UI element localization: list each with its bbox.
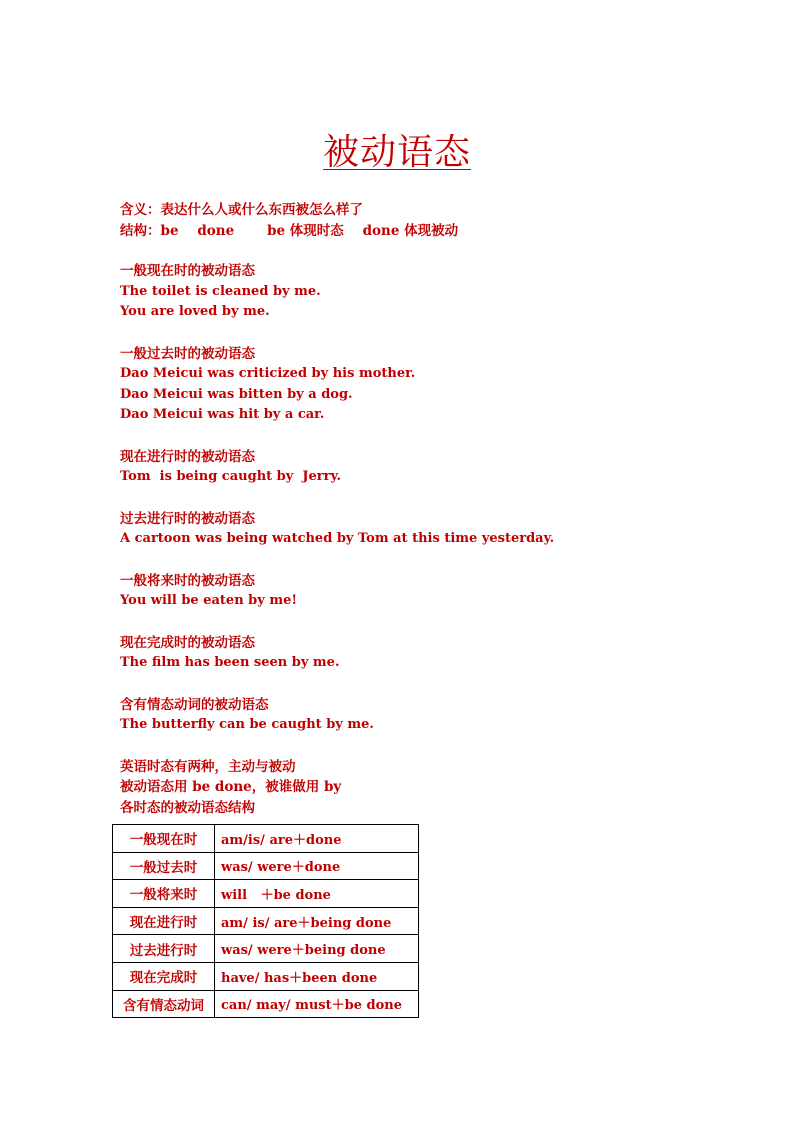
example-sentence: Dao Meicui was hit by a car. [120,407,325,422]
table-row [113,935,419,963]
section-heading: 一般将来时的被动语态 [120,572,255,589]
spacer [120,241,740,261]
example-sentence: The toilet is cleaned by me. [120,283,321,299]
tense-name-cell: 一般将来时 [113,880,215,908]
tense-form-cell: will ＋be done [215,880,419,908]
spacer [120,612,740,633]
tense-form-cell: have/ has＋been done [215,962,419,990]
meaning-line: 含义：表达什么人或什么东西被怎么样了 [120,202,363,218]
example-sentence: Dao Meicui was criticized by his mother. [120,366,416,381]
tense-name-cell: 含有情态动词 [113,990,215,1018]
example-sentence: A cartoon was being watched by Tom at this time yesterday. [120,531,555,546]
spacer [120,674,740,695]
example-sentence: Tom is being caught by Jerry. [120,469,342,484]
tense-form-cell: am/is/ are＋done [215,825,419,853]
tense-name-cell: 现在完成时 [113,962,215,990]
example-sentence: You are loved by me. [120,304,270,319]
spacer [120,736,740,757]
summary-line: 被动语态用 be done，被谁做用 by [120,779,342,795]
table-row [113,907,419,935]
example-sentence: The butterfly can be caught by me. [120,717,374,732]
example-sentence: You will be eaten by me! [120,593,298,608]
tense-name-cell: 现在进行时 [113,907,215,935]
tense-form-cell: can/ may/ must＋be done [215,990,419,1018]
spacer [120,550,740,571]
tense-name-cell: 一般现在时 [113,825,215,853]
tense-name-cell: 一般过去时 [113,852,215,880]
page-title: 被动语态 [322,132,471,173]
section-heading: 一般现在时的被动语态 [120,263,255,279]
section-heading: 含有情态动词的被动语态 [120,696,269,713]
section-heading: 一般过去时的被动语态 [120,345,255,362]
spacer [120,488,740,509]
spacer [120,323,740,344]
table-row [113,962,419,990]
tense-form-cell: am/ is/ are＋being done [215,907,419,935]
example-sentence: The film has been seen by me. [120,655,340,670]
table-row [113,880,419,908]
table-row [113,825,419,853]
section-heading: 过去进行时的被动语态 [120,510,255,527]
summary-line: 各时态的被动语态结构 [120,799,255,816]
tense-form-cell: was/ were＋being done [215,935,419,963]
section-heading: 现在完成时的被动语态 [120,634,255,651]
example-sentence: Dao Meicui was bitten by a dog. [120,386,353,402]
document-body [120,200,740,818]
tense-name-cell: 过去进行时 [113,935,215,963]
table-row [113,852,419,880]
tense-structure-table [112,824,419,1018]
tense-form-cell: was/ were＋done [215,852,419,880]
structure-line: 结构：be done be 体现时态 done 体现被动 [120,222,459,239]
section-heading: 现在进行时的被动语态 [120,448,255,465]
table-row [113,990,419,1018]
spacer [120,426,740,447]
summary-line: 英语时态有两种，主动与被动 [120,758,296,775]
